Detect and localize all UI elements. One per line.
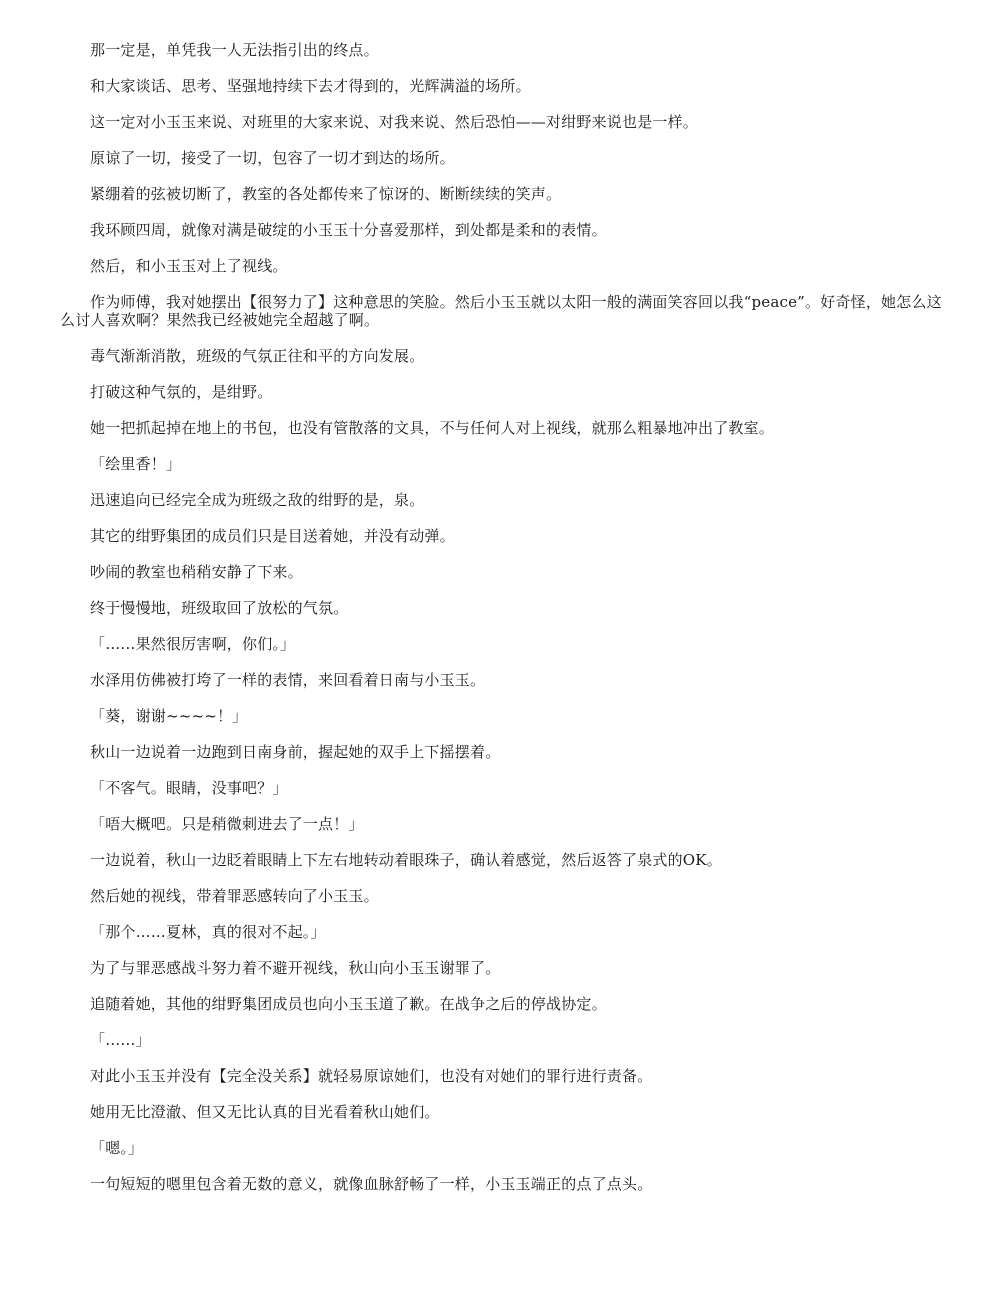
paragraph: 其它的绀野集团的成员们只是目送着她，并没有动弹。: [90, 527, 455, 545]
paragraph: 毒气渐渐消散，班级的气氛正往和平的方向发展。: [90, 347, 425, 365]
paragraph: 终于慢慢地，班级取回了放松的气氛。: [90, 599, 349, 617]
paragraph: 然后，和小玉玉对上了视线。: [90, 257, 288, 275]
paragraph: 「唔大概吧。只是稍微刺进去了一点！」: [90, 815, 364, 833]
paragraph: 水泽用仿佛被打垮了一样的表情，来回看着日南与小玉玉。: [90, 671, 486, 689]
paragraph: 打破这种气氛的，是绀野。: [90, 383, 273, 401]
paragraph: 秋山一边说着一边跑到日南身前，握起她的双手上下摇摆着。: [90, 743, 501, 761]
paragraph: 「……」: [90, 1031, 151, 1049]
paragraph: 「绘里香！」: [90, 455, 182, 473]
paragraph: 她用无比澄澈、但又无比认真的目光看着秋山她们。: [90, 1103, 440, 1121]
paragraph: 原谅了一切，接受了一切，包容了一切才到达的场所。: [90, 149, 455, 167]
paragraph: 然后她的视线，带着罪恶感转向了小玉玉。: [90, 887, 379, 905]
paragraph: 作为师傅，我对她摆出【很努力了】这种意思的笑脸。然后小玉玉就以太阳一般的满面笑容回以我“peace”。好奇怪，她怎么这么讨人喜欢啊？果然我已经被她完全超越了啊。: [60, 293, 942, 329]
paragraph: 「不客气。眼睛，没事吧？」: [90, 779, 288, 797]
document-page: [60, 41, 950, 1211]
paragraph: 对此小玉玉并没有【完全没关系】就轻易原谅她们，也没有对她们的罪行进行责备。: [90, 1067, 653, 1085]
paragraph: 紧绷着的弦被切断了，教室的各处都传来了惊讶的、断断续续的笑声。: [90, 185, 562, 203]
paragraph: 吵闹的教室也稍稍安静了下来。: [90, 563, 303, 581]
paragraph: 「嗯。」: [90, 1139, 144, 1157]
paragraph: 那一定是，单凭我一人无法指引出的终点。: [90, 41, 379, 59]
paragraph: 为了与罪恶感战斗努力着不避开视线，秋山向小玉玉谢罪了。: [90, 959, 501, 977]
paragraph: 「那个……夏林，真的很对不起。」: [90, 923, 326, 941]
paragraph: 追随着她，其他的绀野集团成员也向小玉玉道了歉。在战争之后的停战协定。: [90, 995, 607, 1013]
paragraph: 她一把抓起掉在地上的书包，也没有管散落的文具，不与任何人对上视线，就那么粗暴地冲出了教室。: [90, 419, 775, 437]
paragraph: 一边说着，秋山一边眨着眼睛上下左右地转动着眼珠子，确认着感觉，然后返答了泉式的OK。: [90, 851, 722, 869]
paragraph: 我环顾四周，就像对满是破绽的小玉玉十分喜爱那样，到处都是柔和的表情。: [90, 221, 607, 239]
paragraph: 「……果然很厉害啊，你们。」: [90, 635, 296, 653]
paragraph: 迅速追向已经完全成为班级之敌的绀野的是，泉。: [90, 491, 425, 509]
paragraph: 这一定对小玉玉来说、对班里的大家来说、对我来说、然后恐怕——对绀野来说也是一样。: [90, 113, 699, 131]
paragraph: 一句短短的嗯里包含着无数的意义，就像血脉舒畅了一样，小玉玉端正的点了点头。: [90, 1175, 653, 1193]
paragraph: 「葵，谢谢~~~~！」: [90, 707, 248, 725]
paragraph: 和大家谈话、思考、坚强地持续下去才得到的，光辉满溢的场所。: [90, 77, 531, 95]
